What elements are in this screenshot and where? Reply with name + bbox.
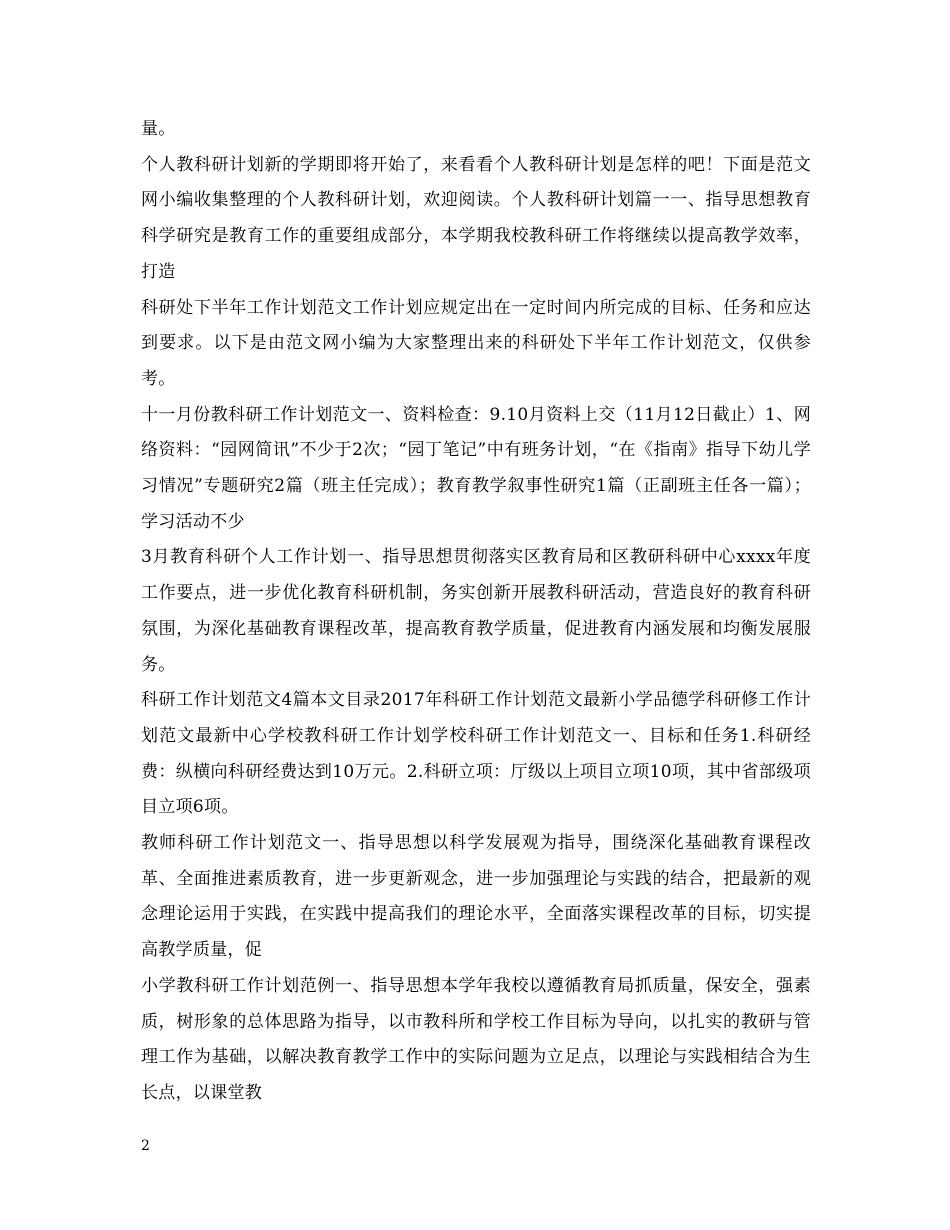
paragraph-teacher-research-plan: 教师科研工作计划范文一、指导思想以科学发展观为指导，围绕深化基础教育课程改革、全面推进素质教育，进一步更新观念，进一步加强理论与实践的结合，把最新的观念理论运用于实践，在实践中提高我们的理论水平，全面落实课程改革的目标，切实提高教学质量，促 — [141, 833, 811, 961]
paragraph-primary-school-plan: 小学教科研工作计划范例一、指导思想本学年我校以遵循教育局抓质量，保安全，强素质，树形象的总体思路为指导，以市教科所和学校工作目标为导向，以扎实的教研与管理工作为基础，以解决教育教学工作中的实际问题为立足点，以理论与实践相结合为生长点，以课堂教 — [141, 975, 811, 1103]
paragraph-continuation: 量。 — [141, 119, 176, 139]
paragraph-personal-research-plan: 个人教科研计划新的学期即将开始了，来看看个人教科研计划是怎样的吧！下面是范文网小编收集整理的个人教科研计划，欢迎阅读。个人教科研计划篇一一、指导思想教育科学研究是教育工作的重要组成部分，本学期我校教科研工作将继续以提高教学效率，打造 — [141, 154, 811, 282]
paragraph-research-plan-four: 科研工作计划范文4篇本文目录2017年科研工作计划范文最新小学品德学科研修工作计划范文最新中心学校教科研工作计划学校科研工作计划范文一、目标和任务1.科研经费：纵横向科研经费达到10万元。2.科研立项：厅级以上项目立项10项，其中省部级项目立项6项。 — [141, 690, 811, 818]
paragraph-november-plan: 十一月份教科研工作计划范文一、资料检查：9.10月资料上交（11月12日截止）1、网络资料：“园网简讯”不少于2次；“园丁笔记”中有班务计划，“在《指南》指导下幼儿学习情况”专题研究2篇（班主任完成）；教育教学叙事性研究1篇（正副班主任各一篇）；学习活动不少 — [141, 404, 811, 532]
paragraph-march-plan: 3月教育科研个人工作计划一、指导思想贯彻落实区教育局和区教研科研中心xxxx年度工作要点，进一步优化教育科研机制，务实创新开展教科研活动，营造良好的教育科研氛围，为深化基础教育课程改革，提高教育教学质量，促进教育内涵发展和均衡发展服务。 — [141, 547, 811, 675]
page-number: 2 — [141, 1138, 150, 1154]
paragraph-research-office-plan: 科研处下半年工作计划范文工作计划应规定出在一定时间内所完成的目标、任务和应达到要求。以下是由范文网小编为大家整理出来的科研处下半年工作计划范文，仅供参考。 — [141, 297, 811, 389]
document-body — [141, 112, 811, 1112]
